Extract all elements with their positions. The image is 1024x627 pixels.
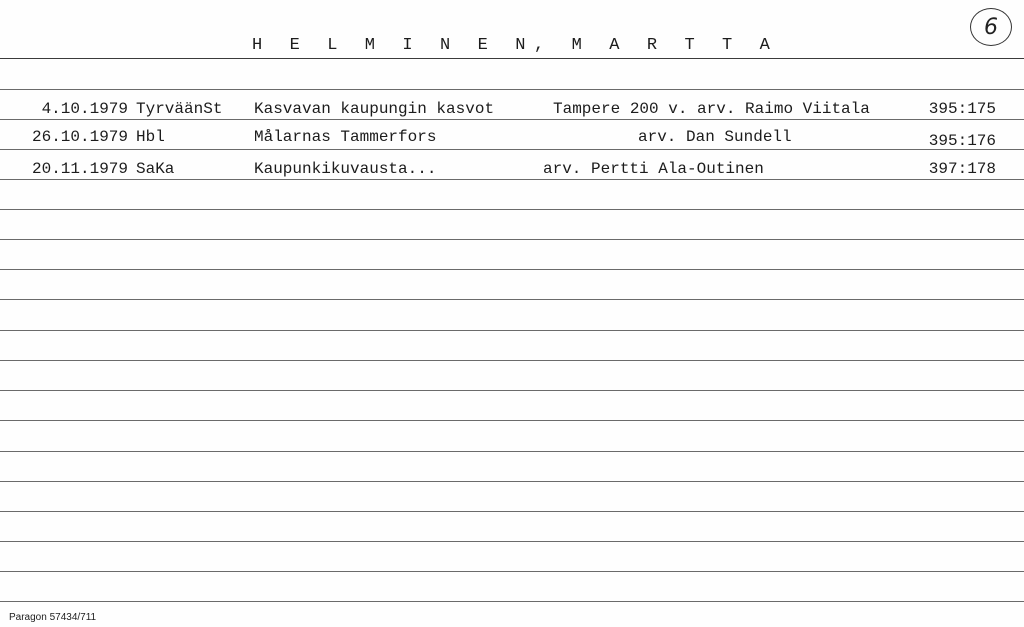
entry-reference: 397:178 [928,160,996,178]
card-number: 6 [984,15,998,40]
rule-line [0,360,1024,361]
header-rule [0,58,1024,59]
entry-title: Målarnas Tammerfors [254,128,437,146]
entry-date: 20.11.1979 [31,160,128,178]
entry-row [0,160,1024,184]
card-name-heading: H E L M I N E N, M A R T T A [252,36,779,55]
rule-line [0,390,1024,391]
entry-review: arv. Pertti Ala-Outinen [543,160,764,178]
entry-title: Kasvavan kaupungin kasvot [254,100,495,118]
rule-line [0,420,1024,421]
rule-line [0,541,1024,542]
entry-row [0,100,1024,124]
rule-line [0,511,1024,512]
rule-line [0,451,1024,452]
printer-imprint: Paragon 57434/711 [9,612,97,623]
rule-line [0,330,1024,331]
entry-reference: 395:176 [928,132,996,150]
rule-line [0,239,1024,240]
entry-source: Hbl [136,128,165,146]
rule-line [0,481,1024,482]
rule-line [0,209,1024,210]
entry-row [0,128,1024,152]
rule-line [0,571,1024,572]
entry-review: Tampere 200 v. arv. Raimo Viitala [553,100,870,118]
card-number-circle [970,8,1012,46]
entry-date: 26.10.1979 [31,128,128,146]
rule-line [0,299,1024,300]
entry-source: TyrväänSt [136,100,223,118]
rule-line [0,601,1024,602]
entry-source: SaKa [136,160,175,178]
entry-date: 4.10.1979 [41,100,128,118]
entry-reference: 395:175 [928,100,996,118]
rule-line [0,89,1024,90]
entry-review: arv. Dan Sundell [638,128,792,146]
rule-line [0,269,1024,270]
entry-title: Kaupunkikuvausta... [254,160,437,178]
